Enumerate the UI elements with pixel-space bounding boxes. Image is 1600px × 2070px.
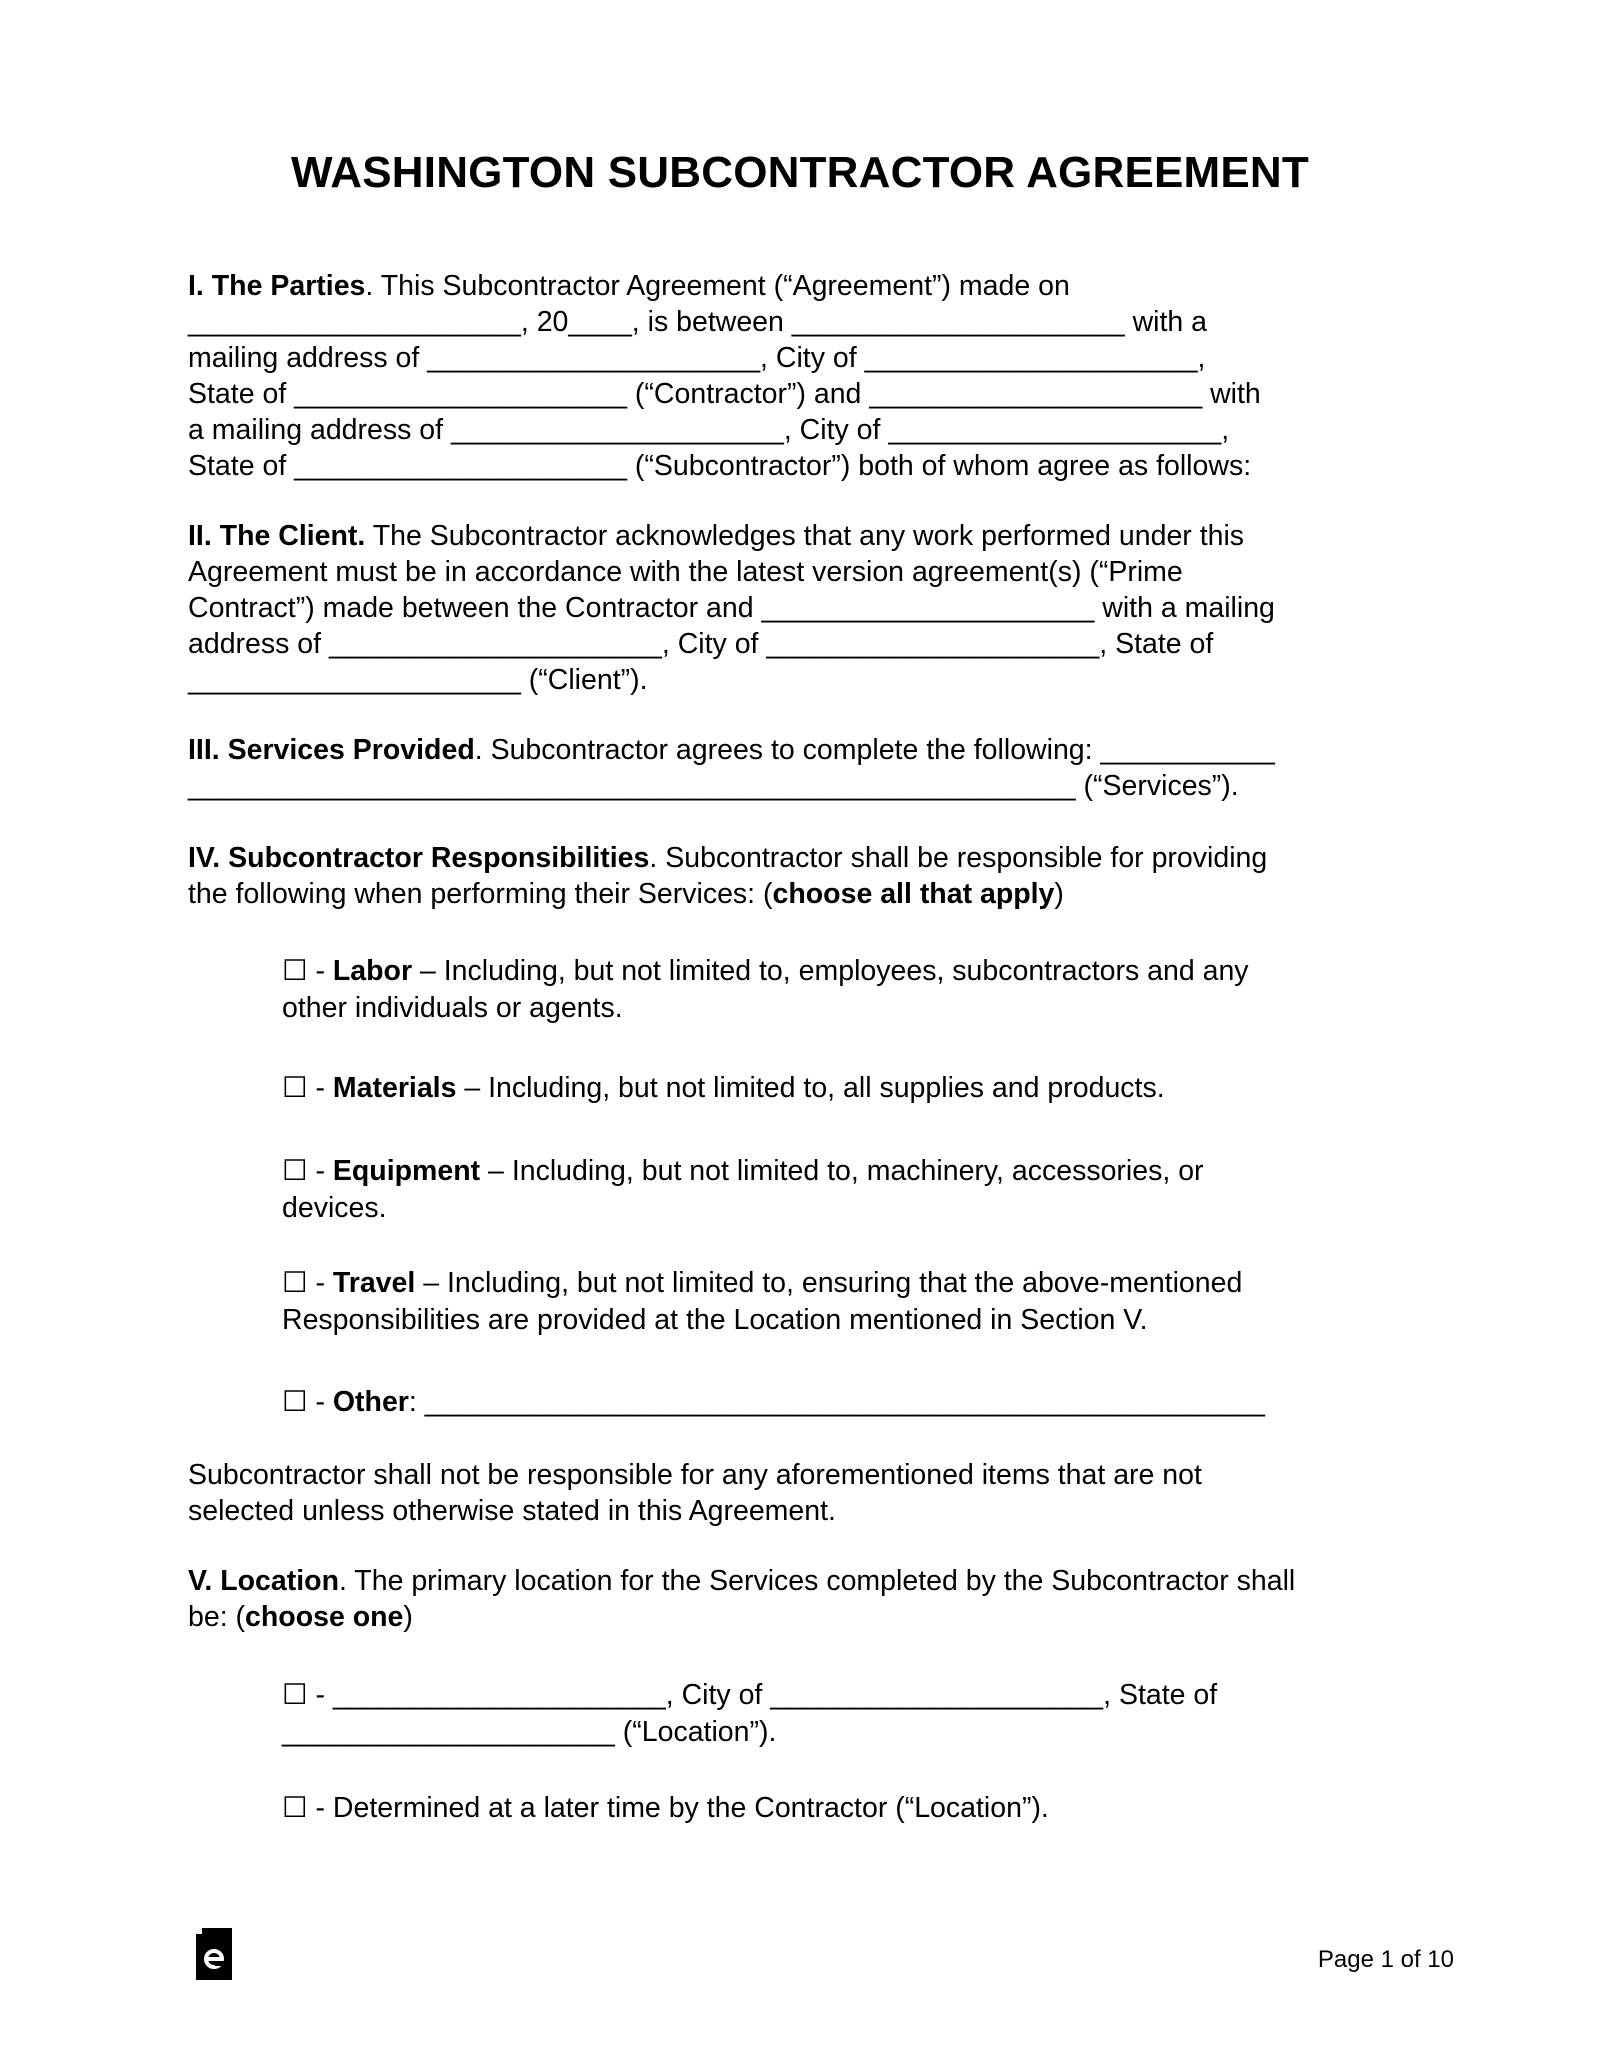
section-services: III. Services Provided. Subcontractor agrees to complete the following: ___________ ________________________________________________________ (“Services”). — [188, 734, 1275, 802]
responsibilities-footnote: Subcontractor shall not be responsible for any aforementioned items that are not selected unless otherwise stated in this Agreement. — [188, 1459, 1202, 1527]
location-option-address: ☐ - _____________________, City of _____________________, State of _____________________ (“Location”). — [282, 1679, 1218, 1748]
checkbox[interactable]: ☐ — [282, 955, 308, 987]
checkbox[interactable]: ☐ — [282, 1155, 308, 1187]
section-heading: V. Location — [188, 1565, 339, 1597]
option-materials: ☐ - Materials – Including, but not limited to, all supplies and products. — [282, 1072, 1165, 1104]
section-heading: IV. Subcontractor Responsibilities — [188, 842, 650, 874]
checkbox[interactable]: ☐ — [282, 1679, 308, 1711]
section-responsibilities: IV. Subcontractor Responsibilities. Subcontractor shall be responsible for providing the following when performing their Services: (choose all that apply) — [188, 842, 1268, 910]
checkbox[interactable]: ☐ — [282, 1386, 308, 1418]
section-location: V. Location. The primary location for the Services completed by the Subcontractor shall be: (choose one) — [188, 1565, 1296, 1633]
checkbox[interactable]: ☐ — [282, 1792, 308, 1824]
section-heading: I. The Parties — [188, 270, 366, 302]
option-equipment: ☐ - Equipment – Including, but not limited to, machinery, accessories, or devices. — [282, 1155, 1204, 1224]
section-parties: I. The Parties. This Subcontractor Agreement (“Agreement”) made on _____________________, 20____, is between _____________________ with a mailing address of _____________________, City of _____________________, State of _____________________ (“Contractor”) and _____________________ with a mailing address of _____________________, City of _____________________, State of _____________________ (“Subcontractor”) both of whom agree as follows: — [188, 270, 1261, 482]
option-other: ☐ - Other: _____________________________________________________ — [282, 1386, 1265, 1418]
document-title: WASHINGTON SUBCONTRACTOR AGREEMENT — [290, 148, 1309, 197]
page-number: Page 1 of 10 — [1317, 1946, 1454, 1973]
eforms-logo-icon — [196, 1928, 232, 1980]
checkbox[interactable]: ☐ — [282, 1072, 308, 1104]
option-labor: ☐ - Labor – Including, but not limited to, employees, subcontractors and any other individuals or agents. — [282, 955, 1249, 1024]
section-heading: III. Services Provided — [188, 734, 475, 766]
checkbox[interactable]: ☐ — [282, 1267, 308, 1299]
option-travel: ☐ - Travel – Including, but not limited to, ensuring that the above-mentioned Responsibilities are provided at the Location mentioned in Section V. — [282, 1267, 1243, 1336]
location-option-later: ☐ - Determined at a later time by the Contractor (“Location”). — [282, 1792, 1049, 1824]
section-client: II. The Client. The Subcontractor acknowledges that any work performed under this Agreement must be in accordance with the latest version agreement(s) (“Prime Contract”) made between the Contractor and _____________________ with a mailing address of _____________________, City of _____________________, State of _____________________ (“Client”). — [188, 520, 1275, 696]
section-heading: II. The Client. — [188, 520, 366, 552]
